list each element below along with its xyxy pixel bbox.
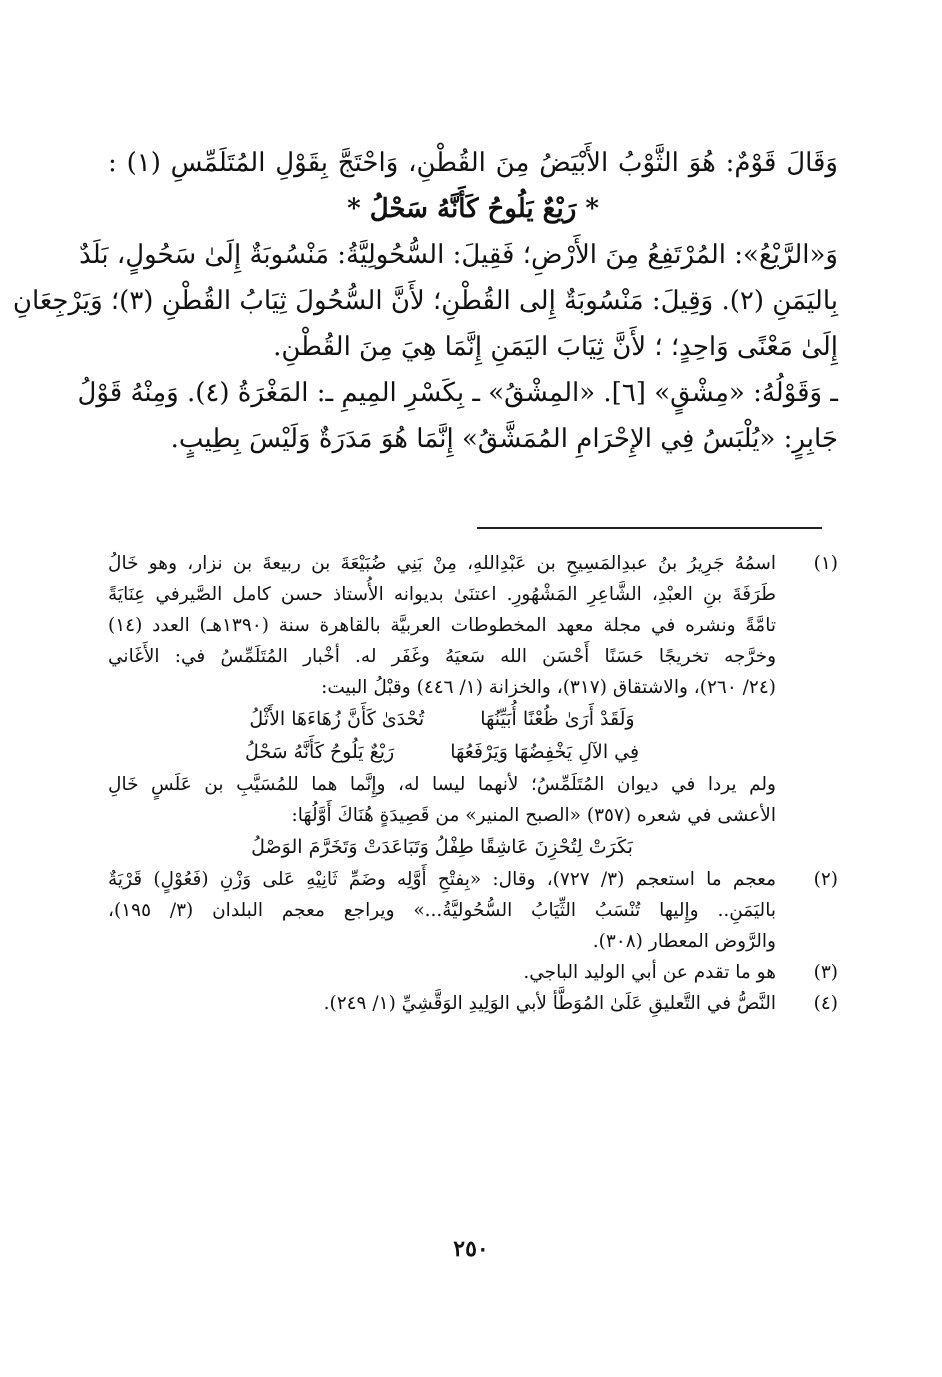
footnote-1-line-2: طَرَفَةَ بنِ العبْدِ، الشَّاعِرِ المَشْهُورِ. اعتنَىٰ بديوانه الأُستاذ حسن كامل الصَّيرفي عِنَايَةً (108, 584, 776, 605)
main-line-4: بِاليَمَنِ (٢). وَقِيلَ: مَنْسُوبَةٌ إِلى القُطْنِ؛ لأَنَّ السُّحُولَ ثِيَابُ القُطْنِ (٣)؛ وَيَرْجِعَانِ (12, 286, 838, 316)
footnote-1-number: (١) (813, 553, 838, 574)
verse-1-second-hemistich: تُحْدَىٰ كَأَنَّ زُهَاءَهَا الأَثْلُ (249, 708, 425, 730)
main-line-6: ـ وَقَوْلُهُ: «مِشْقٍ» [٦]. «المِشْقُ» ـ بِكَسْرِ المِيمِ ـ: المَغْرَةُ (٤). وَمِنْهُ قَوْلُ (77, 378, 838, 408)
footnote-1-line-5: (٢٤/ ٢٦٠)، والاشتقاق (٣١٧)، والخزانة (١/ ٤٤٦) وقبْلُ البيت: (321, 677, 776, 698)
footnote-2-text: معجم ما استعجم (٣/ ٧٢٧)، وقال: «بِفتْحِ أَوَّلِه وضَمِّ ثَانِيْهِ عَلى وَزْنِ (فَعُوْلٍ) قَرْيَةٌ (108, 869, 776, 890)
main-line-7: جَابِرٍ: «يُلْبَسُ فِي الإِحْرَامِ المُمَشَّقُ» إِنَّمَا هُوَ مَدَرَةٌ وَلَيْسَ بِطِيبٍ. (170, 424, 838, 454)
footnote-3 (108, 957, 838, 988)
footnote-2-line-1 (108, 864, 838, 895)
footnote-4-number: (٤) (813, 993, 838, 1014)
footnote-1-line-7: الأعشى في شعره (٣٥٧) «الصبح المنير» من قَصِيدَةٍ هُنَاكَ أَوَّلُهَا: (291, 805, 776, 826)
footnote-4-text: النَّصُّ في التَّعليقِ عَلَىٰ المُوَطَّأ لأبي الوَلِيدِ الوَقَّشِيِّ (١/ ٢٤٩). (323, 993, 776, 1014)
footnote-4 (108, 988, 838, 1019)
footnote-verse-3: بَكَرَتْ لِتُحْزِنَ عَاشِقًا طِفْلُ وَتَبَاعَدَتْ وَتَخَرَّمَ الوَصْلُ (251, 836, 633, 858)
page-number: ٢٥٠ (453, 1236, 489, 1262)
footnote-1-line-4: وخرَّجه تخريجًا حَسَنًا أَحْسَن الله سَعيَهُ وغَفَر له. أخْبار المُتَلَمِّسُ في: الأَغَاني (108, 646, 776, 667)
verse-2-first-hemistich: فِي الآلِ يَخْفِضُهَا وَيَرْفَعُهَا (450, 741, 640, 763)
main-text (12, 140, 838, 462)
footnote-1-text: اسمُهُ جَرِيرُ بنُ عبدِالمَسِيحِ بن عَبْدِاللهِ، مِنْ بَنِي ضُبَيْعَةَ بن ربيعةَ بن نزار، وهو خَالُ (108, 553, 776, 574)
footnote-1-line-6: ولم يردا في ديوان المُتَلَمِّسُ؛ لأنهما ليسا له، وإِنَّما هما للمُسَيَّبِ بن عَلَسٍ خَالِ (108, 774, 776, 795)
footnote-1-line-3: تامَّةً ونشره في مجلة معهد المخطوطات العربيَّة بالقاهرة سنة (١٣٩٠هـ) العدد (١٤) (108, 615, 776, 636)
main-line-3: وَ«الرَّيْعُ»: المُرْتَفِعُ مِنَ الأَرْضِ؛ فَقِيلَ: السُّحُولِيَّةُ: مَنْسُوبَةٌ إِلَىٰ سَحُولٍ، بَلَدٌ (79, 240, 838, 270)
footnote-3-text: هو ما تقدم عن أبي الوليد الباجي. (523, 962, 776, 983)
footnote-2-line-2: باليَمَنِ.. وإِليها تُنْسَبُ الثِّيَابُ السُّحُوليَّةُ...» ويراجع معجم البلدان (٣/ ١٩٥)، (108, 900, 776, 921)
footnote-3-number: (٣) (813, 962, 838, 983)
main-line-1: وَقَالَ قَوْمٌ: هُوَ الثَّوْبُ الأَبْيَضُ مِنَ القُطْنِ، وَاحْتَجَّ بِقَوْلِ المُتَلَمِّسِ (١) : (108, 148, 838, 178)
footnote-2-line-3: والرَّوض المعطار (٣٠٨). (592, 931, 776, 952)
footnote-separator (477, 527, 822, 529)
main-line-5: إِلَىٰ مَعْنًى وَاحِدٍ؛ ؛ لأَنَّ ثِيَابَ اليَمَنِ إِنَّمَا هِيَ مِنَ القُطْنِ. (273, 332, 838, 362)
footnote-verse-2 (108, 736, 838, 769)
verse-2-second-hemistich: رَيْعٌ يَلُوحُ كَأَنَّهُ سَحْلُ (244, 741, 395, 763)
footnote-1-line-1 (108, 548, 838, 579)
quoted-verse: * رَيْعٌ يَلُوحُ كَأَنَّهُ سَحْلُ * (347, 194, 599, 224)
footnote-2-number: (٢) (813, 869, 838, 890)
footnote-verse-1 (108, 703, 838, 736)
verse-1-first-hemistich: وَلَقَدْ أَرَىٰ ظُعْنًا أُبَيِّنُهَا (480, 708, 635, 730)
footnotes (108, 548, 838, 1019)
